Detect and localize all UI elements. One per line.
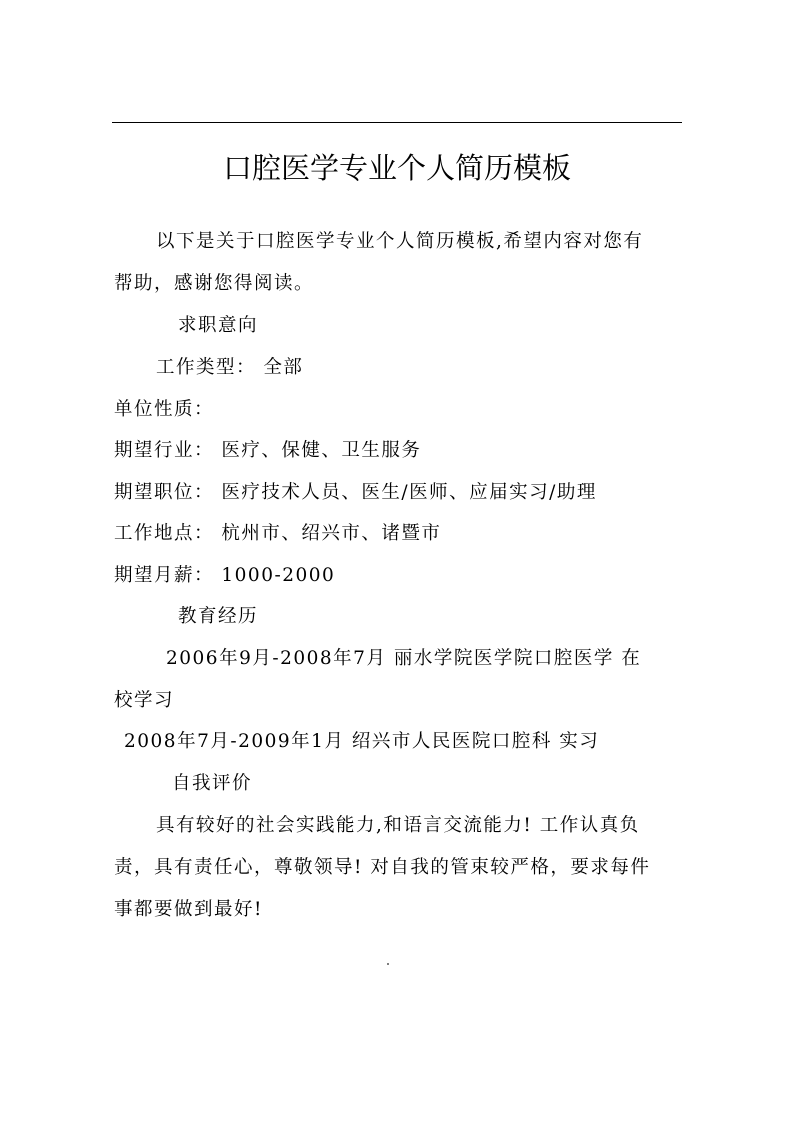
expected-salary: 期望月薪： 1000-2000: [114, 565, 336, 586]
education-entry-2: 2008年7月-2009年1月 绍兴市人民医院口腔科 实习: [124, 731, 600, 752]
work-location: 工作地点： 杭州市、绍兴市、诸暨市: [114, 523, 442, 544]
header-rule: [112, 122, 682, 123]
expected-industry: 期望行业： 医疗、保健、卫生服务: [114, 440, 422, 461]
self-evaluation-line-1: 具有较好的社会实践能力,和语言交流能力! 工作认真负: [156, 815, 640, 836]
self-evaluation-line-3: 事都要做到最好!: [114, 899, 263, 920]
intro-line-2: 帮助，感谢您得阅读。: [114, 273, 315, 294]
section-heading-self-evaluation: 自我评价: [172, 773, 253, 794]
education-entry-1-line-1: 2006年9月-2008年7月 丽水学院医学院口腔医学 在: [166, 648, 642, 669]
unit-nature: 单位性质：: [114, 399, 215, 420]
education-entry-1-line-2: 校学习: [114, 690, 175, 711]
self-evaluation-line-2: 责，具有责任心，尊敬领导! 对自我的管束较严格，要求每件: [114, 857, 651, 878]
section-heading-job-intent: 求职意向: [178, 315, 259, 336]
expected-position: 期望职位： 医疗技术人员、医生/医师、应届实习/助理: [114, 482, 597, 503]
job-type: 工作类型： 全部: [156, 357, 304, 378]
page-dot-mark: [387, 963, 389, 965]
document-title: 口腔医学专业个人简历模板: [222, 151, 571, 185]
section-heading-education: 教育经历: [178, 606, 259, 627]
intro-line-1: 以下是关于口腔医学专业个人简历模板,希望内容对您有: [156, 231, 644, 252]
